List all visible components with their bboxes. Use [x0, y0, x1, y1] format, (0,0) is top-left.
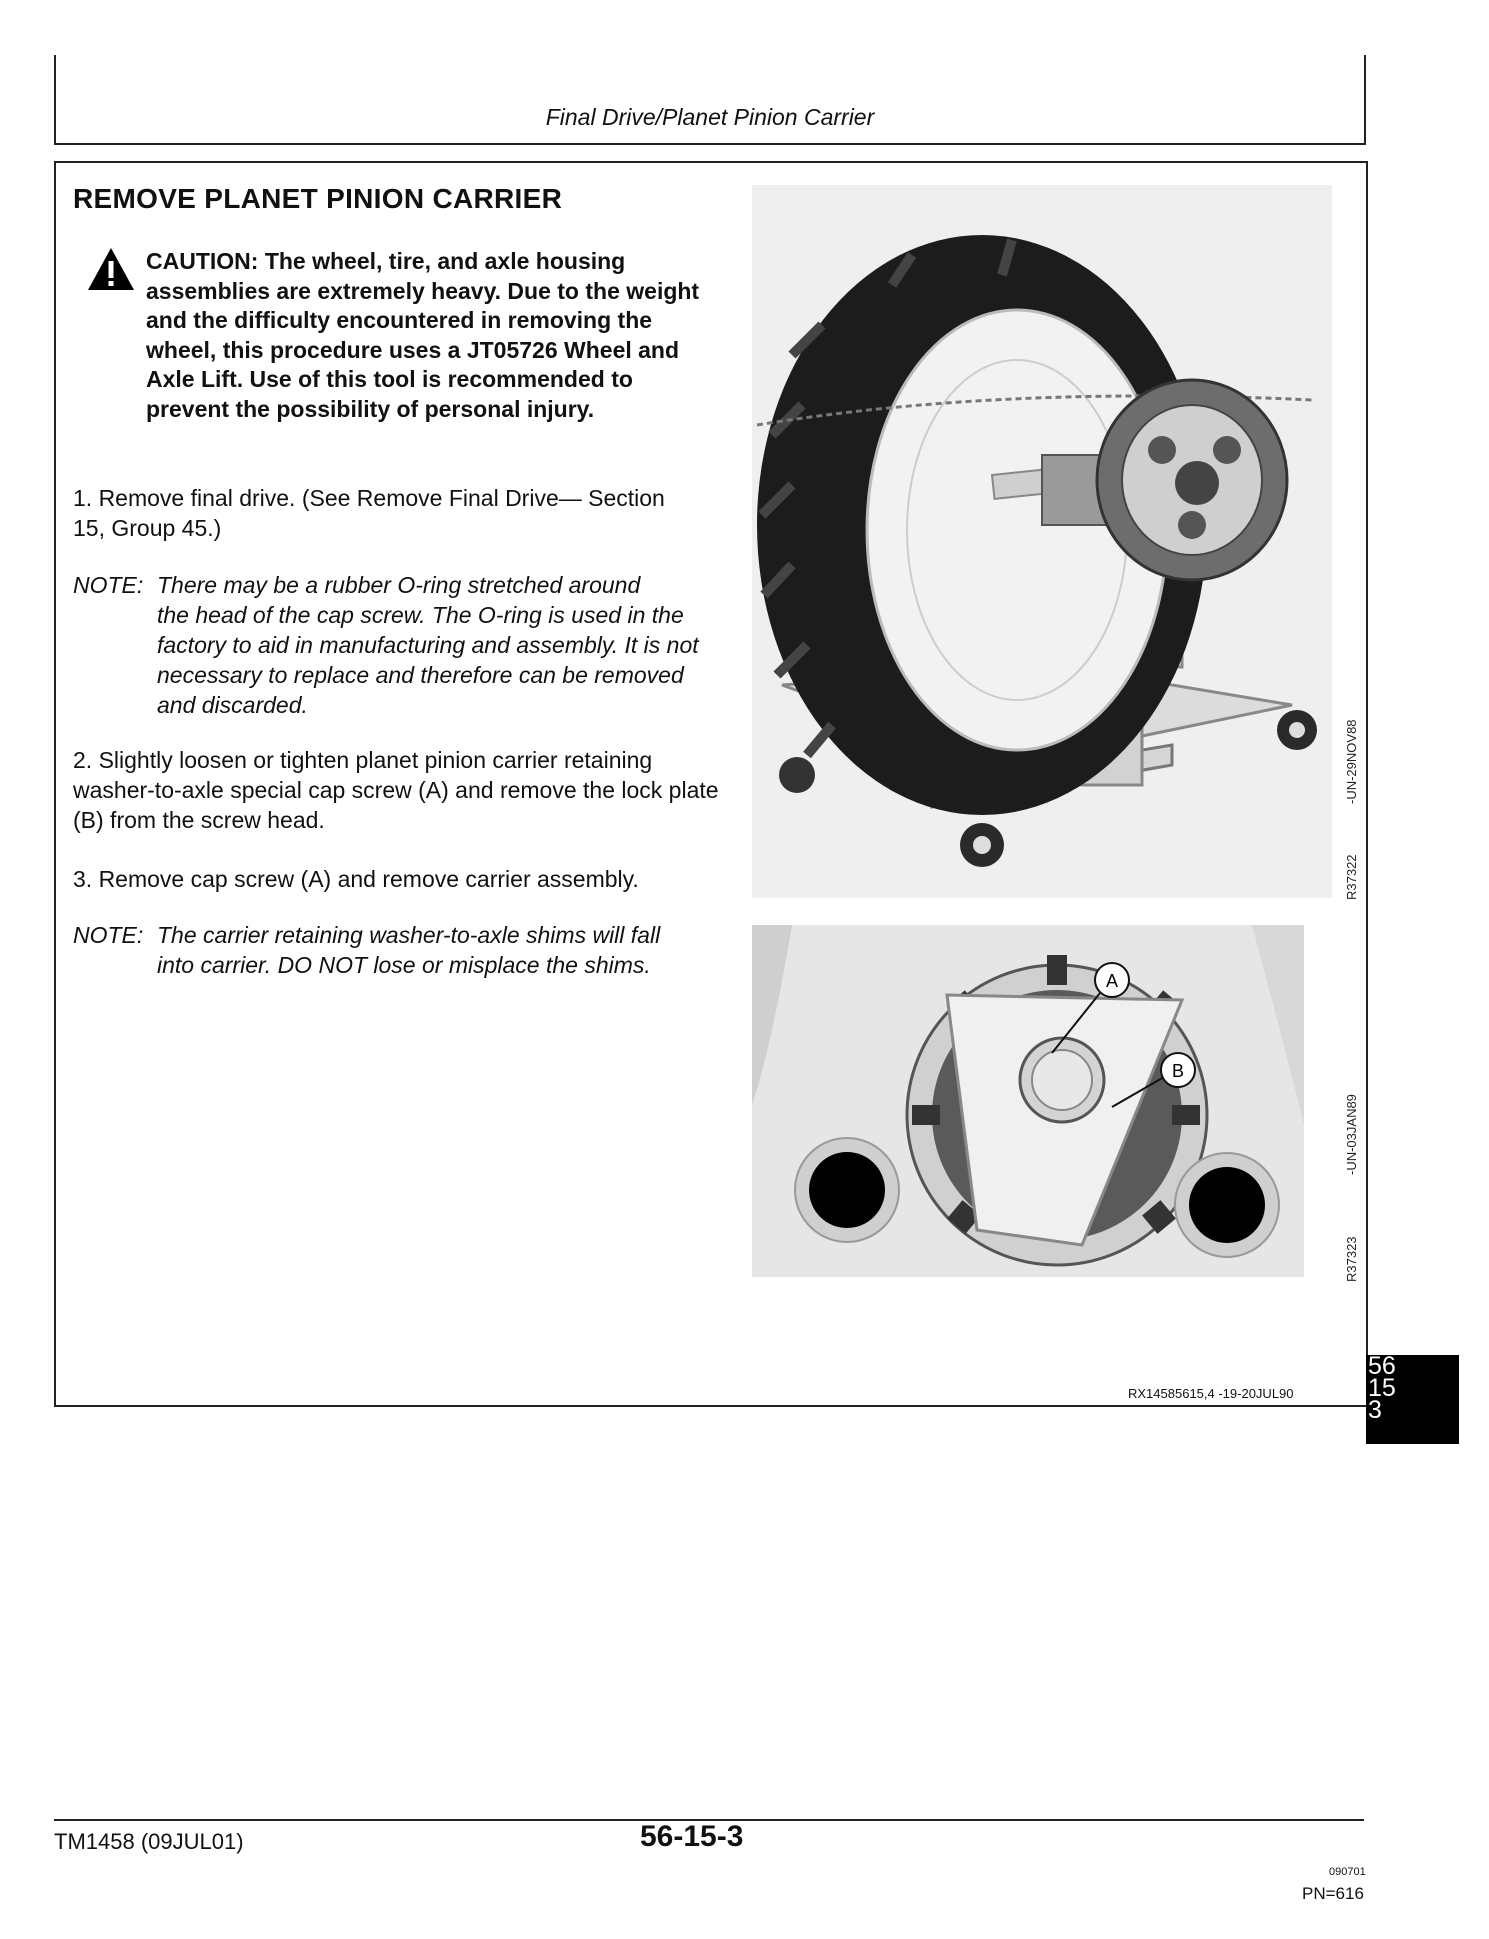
carrier-closeup-photo: [752, 925, 1304, 1277]
caution-text: CAUTION: The wheel, tire, and axle housing assemblies are extremely heavy. Due to the weight and the difficulty encountered in removing the wheel, this procedure uses a JT05726 Wheel and Axle Lift. Use of this tool is recommended to prevent the possibility of personal injury.: [146, 248, 700, 422]
figure-1-number: R37322: [1344, 854, 1359, 900]
tab-section: 56: [1368, 1352, 1396, 1380]
tab-group: 15: [1368, 1374, 1396, 1402]
note-2-body: into carrier. DO NOT lose or misplace the shims.: [157, 952, 651, 978]
note-2: [73, 920, 733, 980]
manual-id: TM1458 (09JUL01): [54, 1829, 244, 1854]
caution-triangle-icon: [86, 246, 136, 292]
figure-2-number: R37323: [1344, 1236, 1359, 1282]
step-1: 1. Remove final drive. (See Remove Final Drive— Section 15, Group 45.): [73, 485, 665, 541]
figure-2-date: -UN-03JAN89: [1344, 1094, 1359, 1175]
footer-code: 090701: [1329, 1866, 1366, 1878]
header-rule-right: [1364, 55, 1366, 145]
wheel-axle-lift-photo: [752, 185, 1332, 898]
running-head: Final Drive/Planet Pinion Carrier: [545, 104, 875, 130]
page-pn: PN=616: [1302, 1884, 1364, 1903]
note-1: [73, 570, 723, 720]
figure-1-date: -UN-29NOV88: [1344, 719, 1359, 804]
section-title: REMOVE PLANET PINION CARRIER: [73, 183, 563, 214]
tab-page: 3: [1368, 1396, 1382, 1424]
note-1-body: the head of the cap screw. The O-ring is used in the factory to aid in manufacturing and assembly. It is not necessary to replace and therefore can be removed and discarded.: [157, 602, 699, 718]
callout-b: B: [1171, 1061, 1185, 1081]
step-2: 2. Slightly loosen or tighten planet pinion carrier retaining washer-to-axle special cap screw (A) and remove the lock plate (B) from the screw head.: [73, 747, 719, 833]
note-1-first-line: There may be a rubber O-ring stretched around: [157, 572, 641, 598]
document-reference: RX14585615,4 -19-20JUL90: [1128, 1386, 1294, 1401]
note-label: NOTE:: [73, 572, 144, 598]
header-rule-left: [54, 55, 56, 145]
header-rule-bottom: [54, 143, 1366, 145]
step-3: 3. Remove cap screw (A) and remove carrier assembly.: [73, 866, 639, 892]
page-number: 56-15-3: [640, 1820, 744, 1853]
callout-a: A: [1105, 971, 1119, 991]
note-2-first-line: The carrier retaining washer-to-axle shims will fall: [157, 922, 661, 948]
note-label: NOTE:: [73, 922, 144, 948]
section-tab: [1366, 1352, 1459, 1444]
